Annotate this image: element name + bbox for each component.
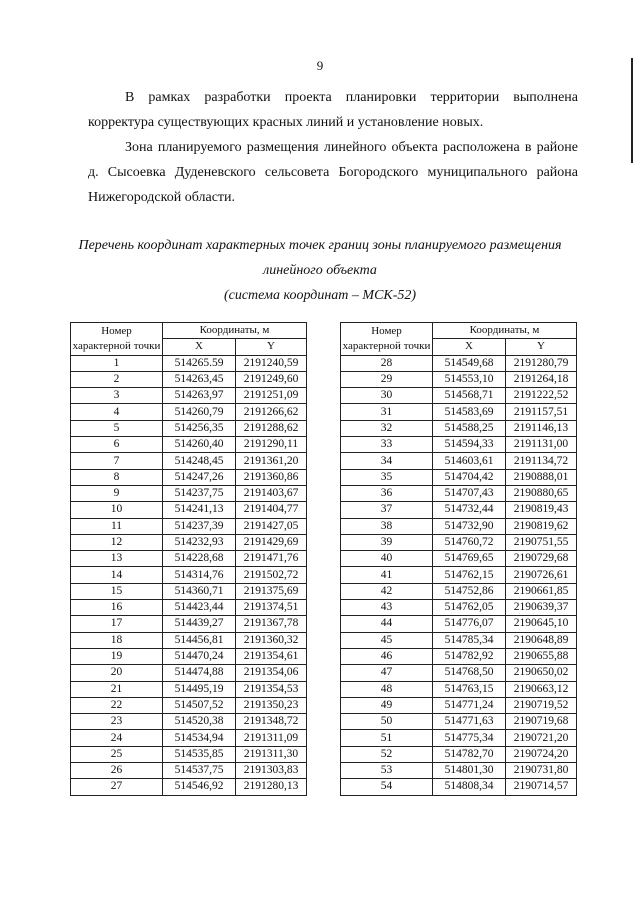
coord-y: 2191354,61: [236, 648, 307, 664]
point-number: 10: [71, 502, 163, 518]
table-row: [71, 502, 307, 518]
coord-x: 514360,71: [163, 583, 236, 599]
point-number: 24: [71, 730, 163, 746]
coord-y: 2190888,01: [506, 469, 577, 485]
coord-x: 514241,13: [163, 502, 236, 518]
table-row: [341, 534, 577, 550]
header-point-number: Номер характерной точки: [71, 323, 163, 356]
paragraph-zone-location: Зона планируемого размещения линейного объекта расположена в районе д. Сысоевка Дуденевского сельсовета Богородского муниципального района Нижегородской области.: [88, 140, 578, 205]
coord-y: 2190650,02: [506, 665, 577, 681]
coord-x: 514549,68: [433, 355, 506, 371]
point-number: 7: [71, 453, 163, 469]
table-row: [71, 551, 307, 567]
coord-y: 2191348,72: [236, 714, 307, 730]
table-row: [71, 567, 307, 583]
point-number: 38: [341, 518, 433, 534]
coord-y: 2191361,20: [236, 453, 307, 469]
table-row: [341, 518, 577, 534]
point-number: 28: [341, 355, 433, 371]
coord-y: 2191290,11: [236, 437, 307, 453]
table-row: [71, 404, 307, 420]
table-row: [341, 648, 577, 664]
paragraph-red-lines: В рамках разработки проекта планировки территории выполнена корректура существующих красных линий и установление новых.: [88, 90, 578, 130]
coord-y: 2191311,30: [236, 746, 307, 762]
point-number: 51: [341, 730, 433, 746]
point-number: 29: [341, 371, 433, 387]
point-number: 6: [71, 437, 163, 453]
coord-x: 514707,43: [433, 485, 506, 501]
scan-edge-line: [631, 58, 633, 163]
coord-y: 2191427,05: [236, 518, 307, 534]
table-row: [341, 616, 577, 632]
table-row: [341, 420, 577, 436]
coord-x: 514535,85: [163, 746, 236, 762]
coord-y: 2190731,80: [506, 763, 577, 779]
point-number: 44: [341, 616, 433, 632]
point-number: 43: [341, 600, 433, 616]
point-number: 47: [341, 665, 433, 681]
table-row: [71, 648, 307, 664]
point-number: 30: [341, 388, 433, 404]
point-number: 9: [71, 485, 163, 501]
table-row: [71, 714, 307, 730]
coord-x: 514470,24: [163, 648, 236, 664]
coord-x: 514801,30: [433, 763, 506, 779]
coord-x: 514263,45: [163, 371, 236, 387]
coord-x: 514594,33: [433, 437, 506, 453]
point-number: 1: [71, 355, 163, 371]
coord-x: 514537,75: [163, 763, 236, 779]
coord-y: 2191266,62: [236, 404, 307, 420]
coord-y: 2190655,88: [506, 648, 577, 664]
coord-x: 514588,25: [433, 420, 506, 436]
point-number: 15: [71, 583, 163, 599]
coord-y: 2191288,62: [236, 420, 307, 436]
title-line-1: Перечень координат характерных точек границ зоны планируемого размещения: [78, 238, 562, 253]
coord-y: 2191249,60: [236, 371, 307, 387]
coord-y: 2191146,13: [506, 420, 577, 436]
coord-y: 2191471,76: [236, 551, 307, 567]
table-row: [341, 551, 577, 567]
coord-y: 2191375,69: [236, 583, 307, 599]
point-number: 42: [341, 583, 433, 599]
coord-x: 514732,90: [433, 518, 506, 534]
coord-y: 2190751,55: [506, 534, 577, 550]
header-coordinates: Координаты, м: [163, 323, 307, 339]
table-row: [71, 681, 307, 697]
header-point-number: Номер характерной точки: [341, 323, 433, 356]
header-y: Y: [506, 339, 577, 355]
coord-x: 514583,69: [433, 404, 506, 420]
table-row: [71, 355, 307, 371]
coord-y: 2191374,51: [236, 600, 307, 616]
table-row: [341, 746, 577, 762]
table-row: [341, 437, 577, 453]
point-number: 37: [341, 502, 433, 518]
table-row: [71, 583, 307, 599]
coord-x: 514782,92: [433, 648, 506, 664]
coord-y: 2191360,86: [236, 469, 307, 485]
coord-x: 514771,24: [433, 697, 506, 713]
coord-y: 2191403,67: [236, 485, 307, 501]
coord-y: 2191350,23: [236, 697, 307, 713]
coord-y: 2191240,59: [236, 355, 307, 371]
table-row: [71, 485, 307, 501]
point-number: 11: [71, 518, 163, 534]
point-number: 27: [71, 779, 163, 795]
coord-y: 2190729,68: [506, 551, 577, 567]
point-number: 13: [71, 551, 163, 567]
coord-y: 2191157,51: [506, 404, 577, 420]
table-row: [71, 469, 307, 485]
coord-x: 514265.59: [163, 355, 236, 371]
coord-y: 2190719,68: [506, 714, 577, 730]
point-number: 32: [341, 420, 433, 436]
point-number: 19: [71, 648, 163, 664]
header-y: Y: [236, 339, 307, 355]
table-row: [341, 763, 577, 779]
coord-x: 514771,63: [433, 714, 506, 730]
point-number: 53: [341, 763, 433, 779]
point-number: 41: [341, 567, 433, 583]
coordinates-table-left: [70, 322, 307, 796]
point-number: 14: [71, 567, 163, 583]
coord-y: 2191360,32: [236, 632, 307, 648]
point-number: 12: [71, 534, 163, 550]
table-row: [71, 665, 307, 681]
point-number: 18: [71, 632, 163, 648]
point-number: 49: [341, 697, 433, 713]
coordinates-table-right: [340, 322, 577, 796]
coord-x: 514237,39: [163, 518, 236, 534]
coord-x: 514732,44: [433, 502, 506, 518]
point-number: 48: [341, 681, 433, 697]
coord-x: 514534,94: [163, 730, 236, 746]
coord-x: 514456,81: [163, 632, 236, 648]
coord-y: 2191367,78: [236, 616, 307, 632]
header-coordinates: Координаты, м: [433, 323, 577, 339]
point-number: 31: [341, 404, 433, 420]
point-number: 39: [341, 534, 433, 550]
point-number: 5: [71, 420, 163, 436]
coord-y: 2191134,72: [506, 453, 577, 469]
coord-x: 514704,42: [433, 469, 506, 485]
coord-x: 514232,93: [163, 534, 236, 550]
page-number: 9: [316, 58, 324, 73]
coord-x: 514760,72: [433, 534, 506, 550]
coord-y: 2191354,53: [236, 681, 307, 697]
coord-x: 514808,34: [433, 779, 506, 795]
header-x: X: [163, 339, 236, 355]
table-row: [71, 600, 307, 616]
point-number: 26: [71, 763, 163, 779]
table-row: [341, 371, 577, 387]
point-number: 46: [341, 648, 433, 664]
coord-x: 514776,07: [433, 616, 506, 632]
table-row: [341, 485, 577, 501]
coord-x: 514247,26: [163, 469, 236, 485]
coord-x: 514553,10: [433, 371, 506, 387]
title-line-2: линейного объекта: [263, 263, 377, 278]
table-row: [341, 502, 577, 518]
coord-x: 514423,44: [163, 600, 236, 616]
point-number: 8: [71, 469, 163, 485]
point-number: 2: [71, 371, 163, 387]
table-row: [341, 600, 577, 616]
coord-x: 514507,52: [163, 697, 236, 713]
coord-y: 2191280,79: [506, 355, 577, 371]
table-row: [341, 681, 577, 697]
table-row: [71, 437, 307, 453]
coord-x: 514260,40: [163, 437, 236, 453]
coord-y: 2191502,72: [236, 567, 307, 583]
table-title: [60, 233, 580, 308]
point-number: 52: [341, 746, 433, 762]
table-row: [71, 730, 307, 746]
point-number: 36: [341, 485, 433, 501]
coord-x: 514762,05: [433, 600, 506, 616]
coord-x: 514248,45: [163, 453, 236, 469]
table-row: [341, 567, 577, 583]
coord-y: 2191280,13: [236, 779, 307, 795]
coord-x: 514762,15: [433, 567, 506, 583]
header-x: X: [433, 339, 506, 355]
coord-y: 2191303,83: [236, 763, 307, 779]
coord-y: 2191429,69: [236, 534, 307, 550]
coord-x: 514439,27: [163, 616, 236, 632]
coord-y: 2190719,52: [506, 697, 577, 713]
coord-x: 514314,76: [163, 567, 236, 583]
table-row: [71, 616, 307, 632]
coord-x: 514752,86: [433, 583, 506, 599]
point-number: 50: [341, 714, 433, 730]
point-number: 45: [341, 632, 433, 648]
table-row: [71, 779, 307, 795]
table-row: [71, 371, 307, 387]
coord-x: 514495,19: [163, 681, 236, 697]
coord-x: 514763,15: [433, 681, 506, 697]
coord-y: 2191354,06: [236, 665, 307, 681]
coord-x: 514546,92: [163, 779, 236, 795]
coord-y: 2190724,20: [506, 746, 577, 762]
point-number: 23: [71, 714, 163, 730]
coord-y: 2190819,62: [506, 518, 577, 534]
coord-y: 2191251,09: [236, 388, 307, 404]
coord-x: 514263,97: [163, 388, 236, 404]
coord-x: 514782,70: [433, 746, 506, 762]
point-number: 25: [71, 746, 163, 762]
coord-x: 514775,34: [433, 730, 506, 746]
point-number: 34: [341, 453, 433, 469]
coord-y: 2191404,77: [236, 502, 307, 518]
coord-x: 514769,65: [433, 551, 506, 567]
table-row: [71, 518, 307, 534]
table-row: [71, 746, 307, 762]
point-number: 40: [341, 551, 433, 567]
table-row: [341, 714, 577, 730]
table-row: [341, 779, 577, 795]
table-row: [341, 697, 577, 713]
coord-y: 2191264,18: [506, 371, 577, 387]
table-row: [341, 404, 577, 420]
coord-x: 514237,75: [163, 485, 236, 501]
coord-x: 514228,68: [163, 551, 236, 567]
table-row: [71, 697, 307, 713]
table-row: [341, 665, 577, 681]
coord-y: 2190880,65: [506, 485, 577, 501]
point-number: 3: [71, 388, 163, 404]
coord-y: 2190645,10: [506, 616, 577, 632]
coord-x: 514768,50: [433, 665, 506, 681]
coord-y: 2190819,43: [506, 502, 577, 518]
table-row: [341, 388, 577, 404]
coord-x: 514568,71: [433, 388, 506, 404]
point-number: 21: [71, 681, 163, 697]
point-number: 33: [341, 437, 433, 453]
point-number: 20: [71, 665, 163, 681]
coord-y: 2190726,61: [506, 567, 577, 583]
title-line-3: (система координат – МСК-52): [223, 288, 417, 303]
table-row: [341, 583, 577, 599]
table-row: [341, 355, 577, 371]
table-row: [341, 453, 577, 469]
table-row: [71, 534, 307, 550]
coord-x: 514785,34: [433, 632, 506, 648]
coord-x: 514520,38: [163, 714, 236, 730]
table-row: [341, 632, 577, 648]
coord-y: 2190648,89: [506, 632, 577, 648]
coord-y: 2191222,52: [506, 388, 577, 404]
point-number: 35: [341, 469, 433, 485]
table-row: [71, 632, 307, 648]
coord-x: 514260,79: [163, 404, 236, 420]
coord-y: 2190661,85: [506, 583, 577, 599]
table-row: [71, 420, 307, 436]
table-row: [71, 453, 307, 469]
coord-y: 2190714,57: [506, 779, 577, 795]
coord-y: 2191131,00: [506, 437, 577, 453]
table-row: [71, 763, 307, 779]
table-row: [341, 469, 577, 485]
coord-x: 514474,88: [163, 665, 236, 681]
coord-y: 2190639,37: [506, 600, 577, 616]
coord-y: 2190663,12: [506, 681, 577, 697]
coord-y: 2190721,20: [506, 730, 577, 746]
point-number: 22: [71, 697, 163, 713]
point-number: 54: [341, 779, 433, 795]
coord-x: 514603,61: [433, 453, 506, 469]
point-number: 4: [71, 404, 163, 420]
table-row: [341, 730, 577, 746]
coord-y: 2191311,09: [236, 730, 307, 746]
point-number: 17: [71, 616, 163, 632]
point-number: 16: [71, 600, 163, 616]
table-row: [71, 388, 307, 404]
coord-x: 514256,35: [163, 420, 236, 436]
